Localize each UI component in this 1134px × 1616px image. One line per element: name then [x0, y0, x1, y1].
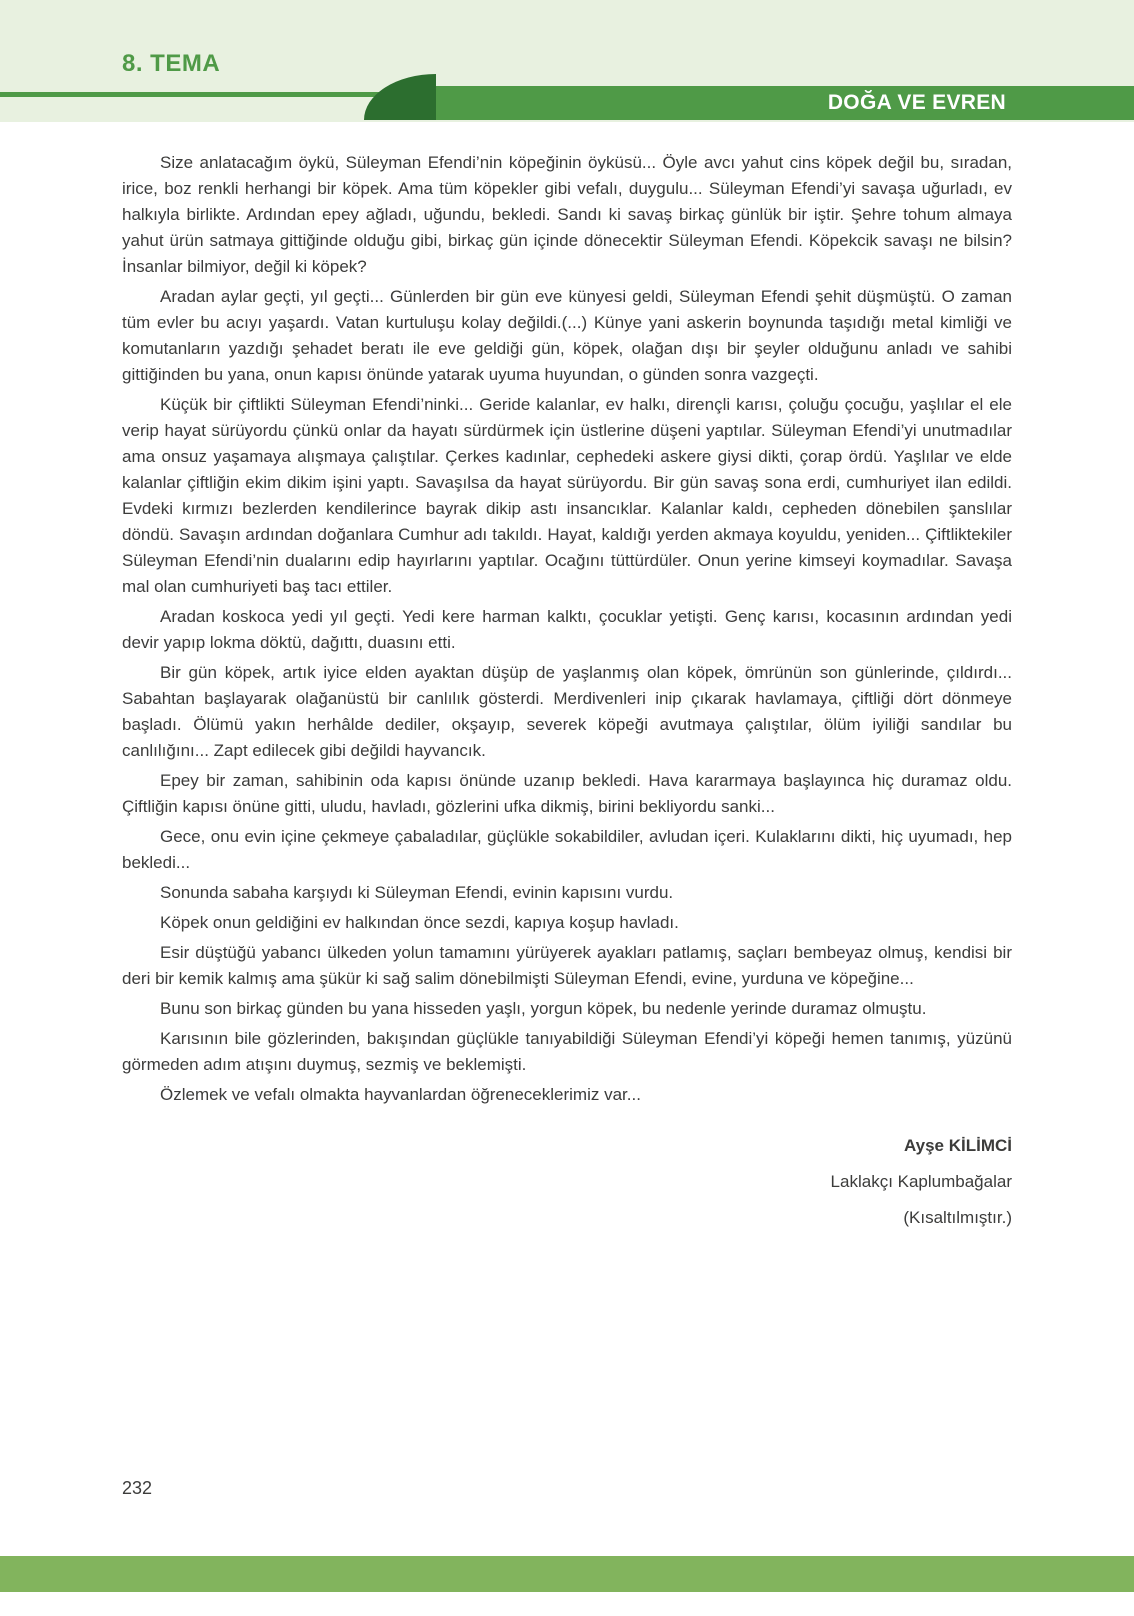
- story-paragraph: Bunu son birkaç günden bu yana hisseden yaşlı, yorgun köpek, bu nedenle yerinde duramaz olmuştu.: [160, 999, 927, 1018]
- story-paragraph: Karısının bile gözlerinden, bakışından güçlükle tanıyabildiği Süleyman Efendi’yi köpeği hemen tanımış, yüzünü görmeden adım atışını duymuş, sezmiş ve beklemişti.: [122, 1029, 1012, 1074]
- story-paragraph: Sonunda sabaha karşıydı ki Süleyman Efendi, evinin kapısını vurdu.: [160, 883, 674, 902]
- footer-bar: [0, 1556, 1134, 1592]
- story-paragraph: Esir düştüğü yabancı ülkeden yolun tamamını yürüyerek ayakları patlamış, saçları bembeyaz olmuş, kendisi bir deri bir kemik kalmış ama şükür ki sağ salim dönebilmişti Süleyman Efendi, evine, yurduna ve köpeğine...: [122, 943, 1012, 988]
- story-paragraph: Gece, onu evin içine çekmeye çabaladılar, güçlükle sokabildiler, avludan içeri. Kulaklarını dikti, hiç uyumadı, hep bekledi...: [122, 827, 1012, 872]
- story-paragraph: Özlemek ve vefalı olmakta hayvanlardan öğreneceklerimiz var...: [160, 1085, 641, 1104]
- source-title: Laklakçı Kaplumbağalar: [830, 1172, 1012, 1191]
- story-content: [122, 150, 1012, 1236]
- page-number: 232: [122, 1478, 153, 1498]
- story-paragraph: Köpek onun geldiğini ev halkından önce sezdi, kapıya koşup havladı.: [160, 913, 679, 932]
- theme-number-label: 8. TEMA: [122, 50, 221, 77]
- author-name: Ayşe KİLİMCİ: [903, 1136, 1012, 1155]
- abridged-note: (Kısaltılmıştır.): [903, 1208, 1012, 1227]
- story-paragraph: Aradan aylar geçti, yıl geçti... Günlerden bir gün eve künyesi geldi, Süleyman Efendi şehit düşmüştü. O zaman tüm evler bu acıyı yaşardı. Vatan kurtuluşu kolay değildi.(...) Künye yani askerin boynunda taşıdığı metal kimliği ve komutanların yazdığı şehadet beratı ile eve geldiği gün, köpek, olağan dışı bir şeyler olduğunu anladı ve sahibi gittiğinden bu yana, onun kapısı önünde yatarak uyuma huyundan, o günden sonra vazgeçti.: [122, 287, 1012, 384]
- story-paragraphs: [122, 150, 1012, 1108]
- attribution-block: [122, 1128, 1012, 1236]
- header-divider-line: [0, 92, 412, 97]
- theme-title: DOĞA VE EVREN: [827, 91, 1006, 114]
- story-paragraph: Epey bir zaman, sahibinin oda kapısı önünde uzanıp bekledi. Hava kararmaya başlayınca hiç duramaz oldu. Çiftliğin kapısı önüne gitti, uludu, havladı, gözlerini ufka dikmiş, birini bekliyordu sanki...: [122, 771, 1012, 816]
- story-paragraph: Bir gün köpek, artık iyice elden ayaktan düşüp de yaşlanmış olan köpek, ömrünün son günlerinde, çıldırdı... Sabahtan başlayarak olağanüstü bir canlılık gösterdi. Merdivenleri inip çıkarak havlamaya, çiftliği dört dönmeye başladı. Ölümü yakın herhâlde dediler, okşayıp, severek köpeği avutmaya çalıştılar, ölüm iyiliği sandılar bu canlılığını... Zapt edilecek gibi değildi hayvancık.: [122, 663, 1012, 760]
- story-paragraph: Aradan koskoca yedi yıl geçti. Yedi kere harman kalktı, çocuklar yetişti. Genç karısı, kocasının ardından yedi devir yapıp lokma döktü, dağıttı, duasını etti.: [122, 607, 1012, 652]
- story-paragraph: Size anlatacağım öykü, Süleyman Efendi’nin köpeğinin öyküsü... Öyle avcı yahut cins köpek değil bu, sıradan, irice, boz renkli herhangi bir köpek. Ama tüm köpekler gibi vefalı, duygulu... Süleyman Efendi’yi savaşa uğurladı, ev halkıyla birlikte. Ardından epey ağladı, uğundu, bekledi. Sandı ki savaş birkaç günlük bir iştir. Şehre tohum almaya yahut ürün satmaya gittiğinde olduğu gibi, birkaç gün içinde dönecektir Süleyman Efendi. Köpekcik savaşı ne bilsin? İnsanlar bilmiyor, değil ki köpek?: [122, 153, 1012, 276]
- theme-title-band: [398, 86, 1134, 120]
- story-paragraph: Küçük bir çiftlikti Süleyman Efendi’ninki... Geride kalanlar, ev halkı, dirençli karısı, çoluğu çocuğu, yaşlılar el ele verip hayat sürüyordu çünkü onlar da hayatı sürdürmek için üstlerine düşeni yaptılar. Süleyman Efendi’yi unutmadılar ama onsuz yaşamaya alışmaya çalıştılar. Çerkes kadınlar, cephedeki askere giysi dikti, çorap ördü. Yaşlılar ve elde kalanlar çiftliğin ekim dikim işini yaptı. Savaşılsa da hayat sürüyordu. Bir gün savaş sona erdi, cumhuriyet ilan edildi. Evdeki kırmızı bezlerden kendilerince bayrak dikip astı insancıklar. Kalanlar kaldı, cepheden dönebilen şanslılar döndü. Savaşın ardından doğanlara Cumhur adı takıldı. Hayat, kaldığı yerden akmaya koyuldu, yeniden... Çiftliktekiler Süleyman Efendi’nin dualarını edip hayırlarını yaptılar. Ocağını tüttürdüler. Onun yerine kimseyi koymadılar. Savaşa mal olan cumhuriyeti baş tacı ettiler.: [122, 395, 1012, 596]
